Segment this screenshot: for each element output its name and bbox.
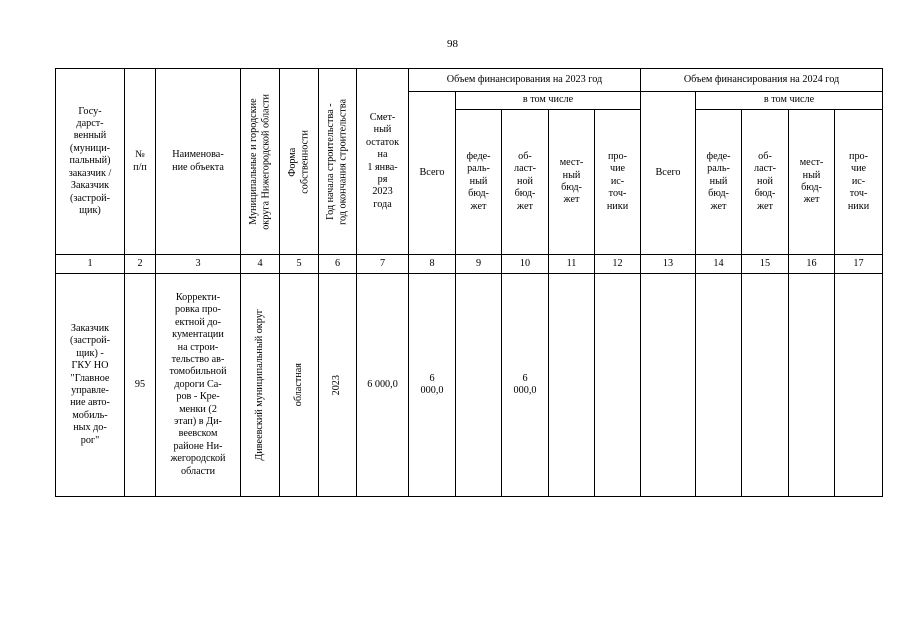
row-local-2024 [789, 274, 835, 497]
header-other-2024: про- чие ис- точ- ники [835, 110, 883, 255]
header-object-name: Наименова- ние объекта [156, 69, 241, 255]
column-number: 9 [456, 255, 502, 274]
row-other-2023 [595, 274, 641, 497]
header-construction-years-text: Год начала строительства - год окончания строительства [325, 98, 349, 225]
column-number: 4 [241, 255, 280, 274]
column-number: 1 [56, 255, 125, 274]
header-regional-2023: об- ласт- ной бюд- жет [502, 110, 549, 255]
row-object-name: Корректи- ровка про- ектной до- кументации на строи- тельство ав- томобильной дороги Са- ров - Кре- менки (2 этап) в Ди- веевском районе Ни- жегородской области [156, 274, 241, 497]
column-number: 5 [280, 255, 319, 274]
column-number: 11 [549, 255, 595, 274]
row-number: 95 [125, 274, 156, 497]
header-customer: Госу- дарст- венный (муници- пальный) заказчик / Заказчик (застрой- щик) [56, 69, 125, 255]
column-number: 8 [409, 255, 456, 274]
header-regional-2024: об- ласт- ной бюд- жет [742, 110, 789, 255]
header-funding-2023: Объем финансирования на 2023 год [409, 69, 641, 92]
column-number: 7 [357, 255, 409, 274]
header-total-2023: Всего [409, 92, 456, 255]
column-number: 2 [125, 255, 156, 274]
column-number: 17 [835, 255, 883, 274]
investment-table [55, 68, 883, 497]
row-regional-2023: 6 000,0 [502, 274, 549, 497]
header-ownership-text: Форма собственности [286, 129, 310, 194]
row-construction-years [319, 274, 357, 497]
header-estimate-balance: Смет- ный остаток на 1 янва- ря 2023 года [357, 69, 409, 255]
column-number: 6 [319, 255, 357, 274]
header-federal-2023: феде- раль- ный бюд- жет [456, 110, 502, 255]
header-ownership [280, 69, 319, 255]
header-including-2023: в том числе [456, 92, 641, 110]
page-number: 98 [447, 38, 458, 50]
column-number: 12 [595, 255, 641, 274]
row-federal-2023 [456, 274, 502, 497]
row-municipality [241, 274, 280, 497]
row-federal-2024 [696, 274, 742, 497]
header-municipality [241, 69, 280, 255]
column-number: 3 [156, 255, 241, 274]
row-total-2023: 6 000,0 [409, 274, 456, 497]
column-number: 13 [641, 255, 696, 274]
column-number: 15 [742, 255, 789, 274]
row-estimate-balance: 6 000,0 [357, 274, 409, 497]
header-local-2024: мест- ный бюд- жет [789, 110, 835, 255]
row-regional-2024 [742, 274, 789, 497]
header-total-2024: Всего [641, 92, 696, 255]
header-including-2024: в том числе [696, 92, 883, 110]
row-ownership [280, 274, 319, 497]
row-ownership-text: областная [292, 363, 304, 407]
row-other-2024 [835, 274, 883, 497]
row-total-2024 [641, 274, 696, 497]
header-local-2023: мест- ный бюд- жет [549, 110, 595, 255]
table-row [56, 274, 883, 497]
header-other-2023: про- чие ис- точ- ники [595, 110, 641, 255]
column-number: 14 [696, 255, 742, 274]
column-number: 16 [789, 255, 835, 274]
header-number: № п/п [125, 69, 156, 255]
header-federal-2024: феде- раль- ный бюд- жет [696, 110, 742, 255]
row-municipality-text: Дивеевский муниципальный округ [253, 309, 265, 461]
column-number: 10 [502, 255, 549, 274]
header-municipality-text: Муниципальные и городские округа Нижегородской области [247, 93, 271, 230]
row-customer: Заказчик (застрой- щик) - ГКУ НО "Главное управле- ние авто- мобиль- ных до- рог" [56, 274, 125, 497]
header-funding-2024: Объем финансирования на 2024 год [641, 69, 883, 92]
header-construction-years [319, 69, 357, 255]
row-construction-years-text: 2023 [331, 374, 343, 396]
row-local-2023 [549, 274, 595, 497]
